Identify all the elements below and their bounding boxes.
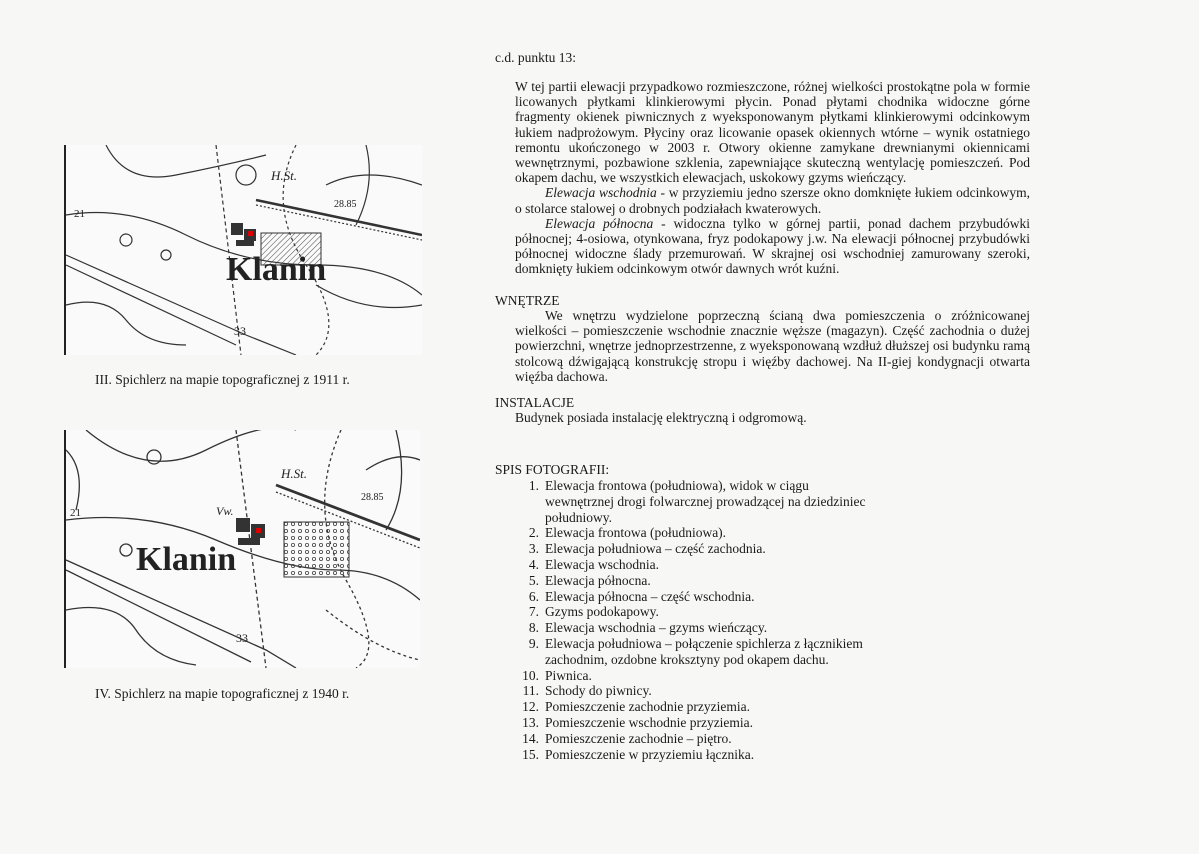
photo-description: Elewacja południowa – część zachodnia. <box>545 541 766 557</box>
interior-heading: WNĘTRZE <box>495 293 560 308</box>
photo-description: Pomieszczenie wschodnie przyziemia. <box>545 714 754 730</box>
photo-number: 12. <box>522 699 539 715</box>
north-elevation-label: Elewacja północna <box>545 215 654 231</box>
north-elevation-text: - widoczna tylko w górnej partii, ponad dachem przybudówki północnej; 4-osiowa, otynkowana, fryz podokapowy j.w. Na elewacji północnej przybudówki północnej widoczne ślady przemurowań. W skrajnej osi wschodniej zamurowany szeroki, domknięty łukiem odcinkowym otwór dawnych wrót kuźni. <box>515 215 1031 277</box>
photo-description: Gzyms podokapowy. <box>545 604 659 620</box>
map-1940-vw-label: Vw. <box>216 504 234 518</box>
photo-number: 8. <box>528 620 539 636</box>
map-1940-place-label: Klanin <box>136 541 237 578</box>
photo-description: Pomieszczenie zachodnie przyziemia. <box>545 699 751 715</box>
map-1911-drawing <box>66 145 422 355</box>
photo-description: Elewacja frontowa (południowa). <box>545 525 727 541</box>
photo-list-item <box>495 478 875 525</box>
photo-list <box>495 478 875 762</box>
photo-description: Piwnica. <box>545 667 592 683</box>
photo-number: 2. <box>528 525 539 541</box>
photo-number: 3. <box>528 541 539 557</box>
map-1940-caption: IV. Spichlerz na mapie topograficznej z 1940 r. <box>95 686 350 701</box>
installation-paragraph: Budynek posiada instalację elektryczną i odgromową. <box>515 410 807 425</box>
photo-description: Schody do piwnicy. <box>545 683 652 699</box>
paragraph-north-elevation <box>495 216 1030 277</box>
photo-number: 4. <box>528 556 539 572</box>
east-elevation-text: - w przyziemiu jedno szersze okno domknięte łukiem odcinkowym, o stolarce stalowej o drobnych podziałach kwaterowych. <box>515 185 1030 216</box>
photo-list-item <box>495 557 875 573</box>
map-1940-height-label: 28.85 <box>361 492 384 503</box>
photo-description: Elewacja frontowa (południowa), widok w ciągu wewnętrznej drogi folwarcznej prowadzącej na dziedziniec południowy. <box>545 478 866 525</box>
photo-list-item <box>495 715 875 731</box>
photo-description: Elewacja południowa – połączenie spichlerza z łącznikiem zachodnim, ozdobne kroksztyny pod okapem dachu. <box>545 635 863 667</box>
photo-number: 15. <box>522 746 539 762</box>
paragraph-east-elevation <box>495 185 1030 215</box>
photo-number: 10. <box>522 667 539 683</box>
photo-description: Elewacja wschodnia. <box>545 556 659 572</box>
photo-number: 13. <box>522 714 539 730</box>
elevation-description <box>495 79 1030 277</box>
photo-number: 1. <box>528 478 539 493</box>
photo-number: 9. <box>528 635 539 651</box>
photo-list-item <box>495 589 875 605</box>
map-1911 <box>64 145 422 355</box>
photo-description: Elewacja północna – część wschodnia. <box>545 588 755 604</box>
map-1911-station-label: H.St. <box>271 168 297 183</box>
photo-description: Elewacja północna. <box>545 572 651 588</box>
photo-list-item <box>495 683 875 699</box>
photo-description: Pomieszczenie zachodnie – piętro. <box>545 730 732 746</box>
map-1940-road-label: 33 <box>236 631 248 645</box>
map-1911-grid-label: 21 <box>74 208 85 220</box>
installation-section <box>495 410 1030 425</box>
photo-list-item <box>495 731 875 747</box>
photo-description: Pomieszczenie w przyziemiu łącznika. <box>545 746 755 762</box>
continuation-heading: c.d. punktu 13: <box>495 50 576 65</box>
map-1940-grid-label: 21 <box>70 507 81 519</box>
photo-description: Elewacja wschodnia – gzyms wieńczący. <box>545 620 768 636</box>
map-1940-drawing <box>66 430 420 668</box>
photo-number: 5. <box>528 572 539 588</box>
photo-list-item <box>495 573 875 589</box>
paragraph-south-elevation: W tej partii elewacji przypadkowo rozmieszczone, różnej wielkości prostokątne pola w formie licowanych płytkami klinkierowymi płycin. Ponad płytami chodnika widoczne górne fragmenty okienek piwnicznych z wyeksponowanym płytkami klinkierowymi odcinkowym łukiem nadprożowym. Płyciny oraz licowanie opasek okiennych wtórne – wynik ostatniego remontu ukończonego w 2003 r. Otwory okienne zamykane drewnianymi okiennicami wewnętrznymi, pozbawione szklenia, zapewniające skuteczną wentylację pomieszczeń. Pod okapem dachu, we wszystkich elewacjach, uskokowy gzyms wieńczący. <box>515 79 1030 186</box>
photos-heading: SPIS FOTOGRAFII: <box>495 462 610 477</box>
installation-heading: INSTALACJE <box>495 395 575 410</box>
photo-list-item <box>495 668 875 684</box>
map-1911-road-label: 33 <box>234 324 246 338</box>
map-1940 <box>64 430 420 668</box>
photo-list-item <box>495 620 875 636</box>
photo-list-item <box>495 636 875 668</box>
photo-list-item <box>495 699 875 715</box>
east-elevation-label: Elewacja wschodnia <box>545 185 657 201</box>
photo-list-item <box>495 604 875 620</box>
photo-number: 11. <box>522 683 539 699</box>
interior-paragraph: We wnętrzu wydzielone poprzeczną ścianą dwa pomieszczenia o zróżnicowanej wielkości – pomieszczenie wschodnie znacznie węższe (magazyn). Część zachodnia o dużej powierzchni, wnętrze jednoprzestrzenne, z wyeksponowaną wzdłuż dłuższej osi budynku ramą stolcową dźwigającą konstrukcję stropu i więźby dachowej. Na II-giej kondygnacji otwarta więźba dachowa. <box>515 308 1030 384</box>
photo-list-item <box>495 541 875 557</box>
photo-number: 14. <box>522 730 539 746</box>
photo-number: 6. <box>528 588 539 604</box>
map-1911-height-label: 28.85 <box>334 199 357 210</box>
map-1911-caption: III. Spichlerz na mapie topograficznej z 1911 r. <box>95 372 350 387</box>
map-1911-place-label: Klanin <box>226 251 327 288</box>
photo-list-item <box>495 525 875 541</box>
photo-list-item <box>495 747 875 763</box>
map-1940-station-label: H.St. <box>281 466 307 481</box>
photo-number: 7. <box>528 604 539 620</box>
interior-section <box>495 308 1030 384</box>
